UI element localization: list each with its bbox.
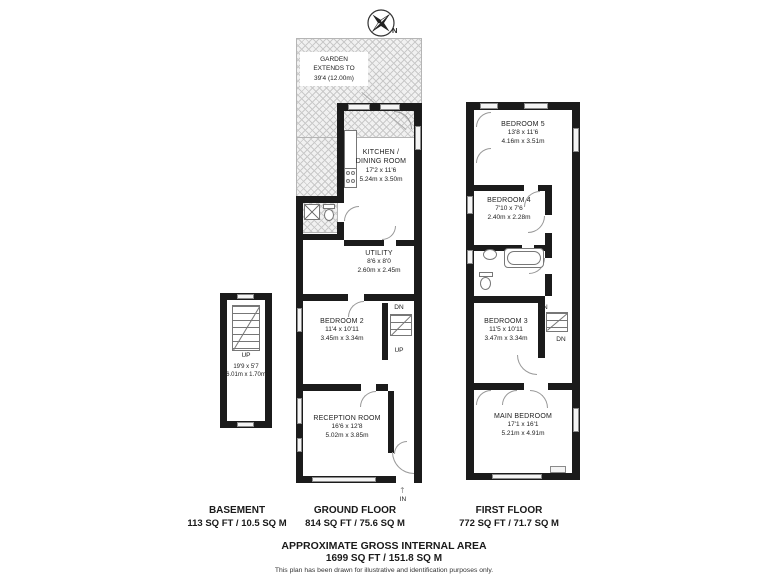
wall xyxy=(296,294,348,301)
wall xyxy=(474,296,545,303)
footer-ground-name: GROUND FLOOR xyxy=(313,505,397,516)
total-area-title: APPROXIMATE GROSS INTERNAL AREA xyxy=(281,540,487,552)
footer-basement-name: BASEMENT xyxy=(208,505,266,516)
wardrobe-door-arc xyxy=(502,390,517,405)
wall xyxy=(376,384,388,391)
wall xyxy=(474,185,524,191)
room-label-bedroom5: BEDROOM 5 13'8 x 11'6 4.16m x 3.51m xyxy=(501,121,545,146)
toilet-icon xyxy=(480,277,491,290)
wall xyxy=(396,240,414,246)
toilet-icon xyxy=(324,209,334,221)
window xyxy=(237,422,254,427)
wall xyxy=(344,240,384,246)
room-label-bedroom3: BEDROOM 3 11'5 x 10'11 3.47m x 3.34m xyxy=(484,318,528,343)
footer-first-name: FIRST FLOOR xyxy=(475,505,543,516)
bathtub-inner-icon xyxy=(507,251,541,265)
door-arc xyxy=(530,390,548,408)
compass-icon xyxy=(363,5,399,41)
stair-down-label: DN xyxy=(556,336,566,343)
wall xyxy=(548,383,572,390)
window xyxy=(415,126,421,150)
room-label-kitchen: KITCHEN / DINING ROOM 17'2 x 11'6 5.24m x 3.50m xyxy=(355,149,407,183)
sink-icon xyxy=(483,249,497,260)
room-label-bedroom2: BEDROOM 2 11'4 x 10'11 3.45m x 3.34m xyxy=(320,318,364,343)
wall xyxy=(364,294,414,301)
door-arc xyxy=(360,391,376,407)
window xyxy=(237,294,254,299)
entrance-arrow-icon: ↑ xyxy=(399,486,406,495)
bay-window xyxy=(492,474,542,479)
wall xyxy=(474,383,524,390)
window xyxy=(348,104,370,110)
wall xyxy=(296,196,344,203)
stair-down-label: DN xyxy=(394,304,404,311)
shower-icon xyxy=(304,204,320,220)
room-label-bedroom4: BEDROOM 4 7'10 x 7'6 2.40m x 2.28m xyxy=(487,197,531,222)
wall xyxy=(303,384,361,391)
wardrobe-door-arc xyxy=(476,148,491,163)
total-area-value: 1699 SQ FT / 151.8 SQ M xyxy=(325,553,443,564)
wall xyxy=(296,234,344,240)
window xyxy=(467,196,473,214)
wall xyxy=(538,303,545,358)
room-label-reception: RECEPTION ROOM 16'6 x 12'8 5.02m x 3.85m xyxy=(313,415,381,440)
garden-label: GARDEN EXTENDS TO 39'4 (12.00m) xyxy=(300,52,368,86)
window xyxy=(573,408,579,432)
window xyxy=(467,250,473,264)
wall xyxy=(220,293,227,428)
wall xyxy=(545,274,552,296)
footer-ground-area: 814 SQ FT / 75.6 SQ M xyxy=(305,518,405,529)
stair-down-label: DN xyxy=(538,304,548,311)
wall xyxy=(545,185,552,215)
disclaimer-text: This plan has been drawn for illustrative and identification purposes only. xyxy=(274,567,494,574)
wall xyxy=(337,103,344,203)
entrance-label: IN xyxy=(399,496,407,503)
door-arc xyxy=(344,206,359,221)
window xyxy=(573,128,579,152)
room-label-basement: 19'9 x 5'7 6.01m x 1.70m xyxy=(226,364,266,379)
window xyxy=(550,466,566,473)
door-arc xyxy=(382,226,396,240)
stair-up-label: UP xyxy=(394,347,404,354)
entrance-door-arc xyxy=(392,452,414,474)
window xyxy=(480,103,498,109)
window xyxy=(524,103,548,109)
bay-window xyxy=(312,477,376,482)
wardrobe-door-arc xyxy=(476,390,491,405)
stair-up-label: UP xyxy=(241,352,251,359)
door-arc xyxy=(348,301,364,317)
footer-basement-area: 113 SQ FT / 10.5 SQ M xyxy=(187,518,287,529)
room-label-utility: UTILITY 8'6 x 8'0 2.60m x 2.45m xyxy=(357,250,401,275)
room-label-main-bedroom: MAIN BEDROOM 17'1 x 16'1 5.21m x 4.91m xyxy=(493,413,552,438)
footer-first-area: 772 SQ FT / 71.7 SQ M xyxy=(459,518,559,529)
wall xyxy=(337,222,344,234)
door-arc xyxy=(517,355,537,375)
compass-north-label: N xyxy=(392,26,398,35)
wall xyxy=(265,293,272,428)
window xyxy=(380,104,400,110)
